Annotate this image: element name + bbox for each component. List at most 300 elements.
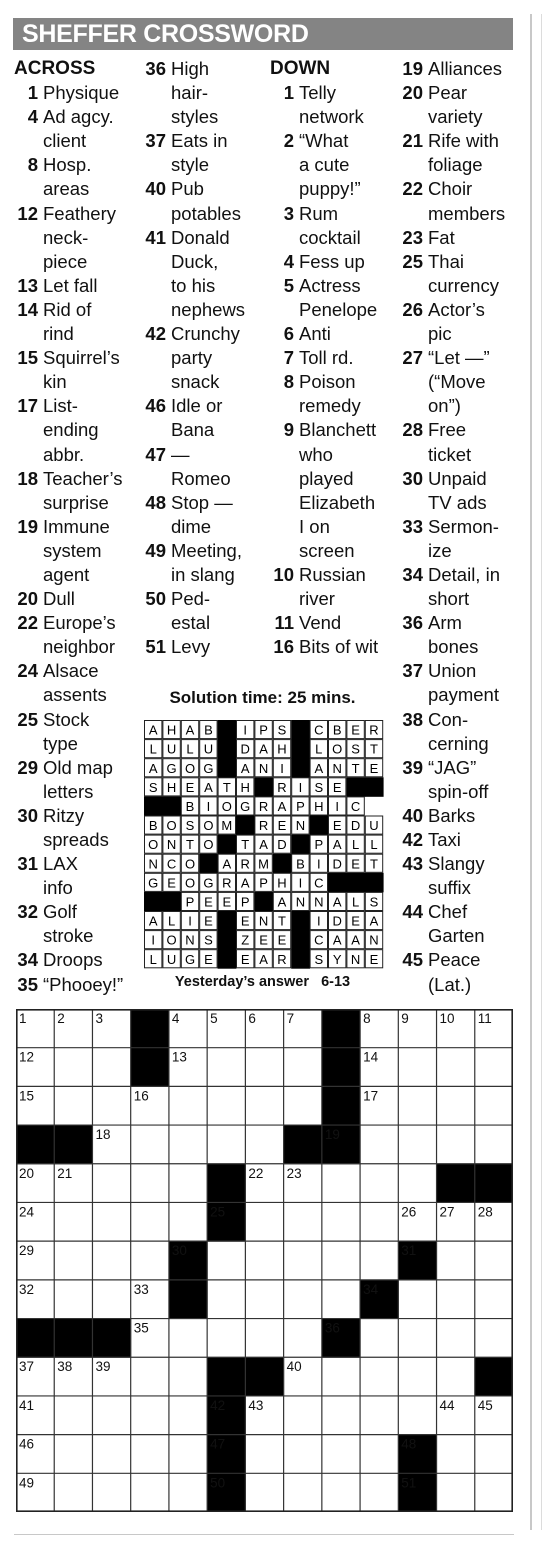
- across-clues-column-1: [14, 57, 132, 997]
- grid-block-cell: [16, 1319, 55, 1358]
- clue-number: 19: [402, 58, 423, 79]
- grid-answer-cell[interactable]: [169, 1202, 207, 1241]
- clue-item: [395, 226, 527, 250]
- clue-line: to his: [171, 274, 216, 296]
- clue-line: party: [171, 347, 213, 369]
- mini-answer-letter: I: [206, 798, 211, 814]
- clue-item: [395, 177, 527, 225]
- clue-item: [395, 756, 527, 804]
- clue-number: 20: [17, 588, 38, 610]
- grid-answer-cell[interactable]: [54, 1241, 92, 1280]
- grid-answer-cell[interactable]: [92, 1164, 130, 1203]
- grid-answer-cell[interactable]: [284, 1396, 322, 1435]
- mini-answer-letter: I: [298, 875, 303, 891]
- mini-answer-letter: R: [240, 856, 250, 872]
- grid-answer-cell[interactable]: [92, 1473, 130, 1512]
- grid-answer-cell[interactable]: [437, 1241, 475, 1280]
- clue-number: 50: [145, 588, 166, 610]
- grid-answer-cell[interactable]: [54, 1396, 92, 1435]
- clue-text: [299, 611, 392, 635]
- grid-block-cell: [322, 1048, 361, 1087]
- clue-number: 34: [402, 563, 423, 585]
- mini-answer-letter: G: [203, 760, 214, 776]
- grid-cell-number: 37: [19, 1359, 35, 1375]
- grid-answer-cell[interactable]: [169, 1473, 207, 1512]
- mini-answer-letter: N: [258, 760, 269, 776]
- clue-item: [142, 443, 262, 491]
- clue-text: [171, 177, 262, 225]
- grid-block-cell: [475, 1164, 513, 1203]
- clue-number: 21: [402, 130, 423, 152]
- mini-answer-letter: N: [166, 837, 177, 853]
- grid-answer-cell[interactable]: [360, 1202, 398, 1241]
- mini-answer-letter: P: [185, 894, 195, 910]
- grid-answer-cell[interactable]: [131, 1396, 169, 1435]
- grid-answer-cell[interactable]: [92, 1048, 130, 1087]
- clue-text: [43, 852, 132, 900]
- mini-answer-letter: D: [240, 741, 250, 757]
- clue-item: [395, 659, 527, 707]
- clue-line: a cute: [299, 154, 350, 176]
- mini-answer-letter: N: [148, 856, 158, 872]
- grid-answer-cell[interactable]: [398, 1396, 436, 1435]
- clue-line: Squirrel’s: [43, 347, 120, 369]
- grid-answer-cell[interactable]: [360, 1435, 398, 1474]
- grid-answer-cell[interactable]: [475, 1125, 513, 1164]
- grid-block-cell: [475, 1357, 513, 1396]
- mini-answer-letter: Y: [332, 951, 342, 967]
- mini-answer-letter: A: [222, 856, 232, 872]
- puzzle-title: SHEFFER CROSSWORD: [13, 18, 513, 50]
- clue-line: Levy: [171, 636, 211, 658]
- grid-block-cell: [92, 1319, 131, 1358]
- grid-answer-cell[interactable]: [475, 1241, 513, 1280]
- grid-answer-cell[interactable]: [92, 1396, 130, 1435]
- mini-answer-letter: G: [203, 875, 214, 891]
- clue-line: Detail, in: [428, 563, 500, 585]
- mini-answer-letter: A: [332, 837, 342, 853]
- grid-answer-cell[interactable]: [284, 1473, 322, 1512]
- mini-answer-letter: E: [369, 951, 379, 967]
- clue-line: Meeting,: [171, 539, 242, 561]
- grid-cell-number: 17: [363, 1088, 379, 1104]
- clue-item: [395, 298, 527, 346]
- grid-answer-cell[interactable]: [54, 1473, 92, 1512]
- clue-line: Telly: [299, 82, 337, 104]
- grid-answer-cell[interactable]: [169, 1164, 207, 1203]
- mini-answer-letter: R: [258, 798, 269, 814]
- mini-answer-letter: G: [166, 760, 177, 776]
- grid-answer-cell[interactable]: [360, 1396, 398, 1435]
- grid-answer-cell[interactable]: [322, 1164, 360, 1203]
- mini-answer-letter: B: [332, 722, 342, 738]
- clue-number: 33: [402, 515, 423, 537]
- grid-answer-cell[interactable]: [131, 1435, 169, 1474]
- mini-answer-letter: E: [222, 894, 232, 910]
- mini-answer-letter: R: [277, 951, 287, 967]
- grid-answer-cell[interactable]: [245, 1086, 283, 1125]
- clue-item: [395, 57, 527, 81]
- grid-answer-cell[interactable]: [245, 1241, 283, 1280]
- grid-answer-cell[interactable]: [207, 1048, 245, 1087]
- grid-answer-cell[interactable]: [437, 1357, 475, 1396]
- grid-cell-number: 18: [95, 1127, 111, 1143]
- mini-block-cell: [291, 911, 310, 931]
- clue-number: 4: [27, 106, 38, 128]
- mini-answer-letter: E: [185, 779, 195, 795]
- mini-answer-letter: L: [167, 913, 176, 929]
- grid-answer-cell[interactable]: [398, 1086, 436, 1125]
- grid-answer-cell[interactable]: [207, 1241, 245, 1280]
- mini-answer-letter: S: [204, 932, 213, 948]
- clue-line: surprise: [43, 491, 109, 513]
- mini-block-cell: [218, 835, 237, 855]
- clue-item: [270, 611, 392, 635]
- mini-block-cell: [218, 911, 237, 931]
- grid-answer-cell[interactable]: [475, 1319, 513, 1358]
- grid-answer-cell[interactable]: [284, 1086, 322, 1125]
- clue-text: [299, 370, 392, 418]
- mini-block-cell: [291, 930, 310, 950]
- grid-answer-cell[interactable]: [398, 1357, 436, 1396]
- clue-item: [14, 708, 132, 756]
- mini-block-cell: [291, 758, 310, 778]
- clue-line: system: [43, 539, 102, 561]
- grid-cell-number: 34: [363, 1281, 379, 1297]
- clue-number: 10: [273, 563, 294, 585]
- mini-answer-letter: C: [314, 722, 324, 738]
- clue-text: [299, 250, 392, 274]
- mini-answer-letter: S: [351, 741, 360, 757]
- mini-answer-letter: E: [351, 722, 360, 738]
- mini-answer-letter: A: [351, 932, 360, 948]
- clue-text: [171, 443, 262, 491]
- grid-answer-cell[interactable]: [131, 1202, 169, 1241]
- grid-answer-cell[interactable]: [131, 1357, 169, 1396]
- clue-line: Stop —: [171, 491, 233, 513]
- clue-line: payment: [428, 684, 499, 706]
- clue-item: [395, 828, 527, 852]
- grid-cell-number: 28: [477, 1204, 493, 1220]
- grid-answer-cell[interactable]: [360, 1241, 398, 1280]
- grid-answer-cell[interactable]: [360, 1357, 398, 1396]
- clue-number: 1: [283, 82, 294, 104]
- mini-answer-letter: C: [314, 875, 324, 891]
- mini-answer-letter: E: [351, 856, 360, 872]
- clue-number: 24: [17, 660, 38, 682]
- clue-text: [43, 659, 132, 707]
- mini-answer-letter: O: [184, 875, 196, 891]
- grid-answer-cell[interactable]: [169, 1396, 207, 1435]
- clue-line: stroke: [43, 925, 94, 947]
- clue-item: [14, 394, 132, 466]
- mini-block-cell: [365, 873, 384, 893]
- grid-answer-cell[interactable]: [398, 1048, 436, 1087]
- clue-line: Arm: [428, 612, 462, 634]
- grid-answer-cell[interactable]: [360, 1473, 398, 1512]
- clue-line: agent: [43, 563, 90, 585]
- grid-block-cell: [54, 1125, 93, 1164]
- clue-line: Duck,: [171, 250, 219, 272]
- mini-block-cell: [218, 758, 237, 778]
- grid-answer-cell[interactable]: [54, 1086, 92, 1125]
- grid-answer-cell[interactable]: [322, 1357, 360, 1396]
- grid-answer-cell[interactable]: [437, 1048, 475, 1087]
- grid-answer-cell[interactable]: [360, 1125, 398, 1164]
- mini-answer-letter: N: [369, 932, 379, 948]
- grid-answer-cell[interactable]: [284, 1435, 322, 1474]
- grid-answer-cell[interactable]: [54, 1048, 92, 1087]
- clue-number: 45: [402, 949, 423, 971]
- mini-answer-letter: E: [351, 913, 360, 929]
- clue-item: [395, 852, 527, 900]
- clue-line: short: [428, 588, 470, 610]
- mini-block-cell: [218, 949, 237, 969]
- grid-answer-cell[interactable]: [398, 1319, 436, 1358]
- grid-answer-cell[interactable]: [475, 1473, 513, 1512]
- grid-cell-number: 9: [401, 1011, 409, 1026]
- mini-answer-letter: T: [278, 913, 286, 929]
- clue-line: Let fall: [43, 274, 98, 296]
- grid-answer-cell[interactable]: [475, 1280, 513, 1319]
- clue-text: [43, 973, 132, 997]
- grid-answer-cell[interactable]: [169, 1125, 207, 1164]
- mini-answer-letter: O: [166, 932, 177, 948]
- clue-number: 14: [17, 298, 38, 320]
- clue-text: [428, 515, 527, 563]
- clue-line: (Lat.): [428, 973, 472, 995]
- grid-answer-cell[interactable]: [207, 1125, 245, 1164]
- grid-answer-cell[interactable]: [398, 1280, 436, 1319]
- clue-line: Anti: [299, 323, 331, 345]
- clue-number: 22: [17, 612, 38, 634]
- clue-item: [14, 611, 132, 659]
- clue-line: Actress: [299, 274, 361, 296]
- mini-block-cell: [218, 739, 237, 759]
- grid-cell-number: 11: [477, 1011, 492, 1026]
- clue-text: [299, 202, 392, 250]
- grid-answer-cell[interactable]: [245, 1435, 283, 1474]
- grid-cell-number: 51: [401, 1475, 417, 1491]
- grid-answer-cell[interactable]: [475, 1435, 513, 1474]
- mini-block-cell: [346, 777, 365, 797]
- clue-line: Pub: [171, 178, 204, 200]
- grid-answer-cell[interactable]: [284, 1048, 322, 1087]
- grid-answer-cell[interactable]: [131, 1164, 169, 1203]
- clue-text: [299, 81, 392, 129]
- clue-text: [171, 322, 262, 394]
- grid-answer-cell[interactable]: [360, 1319, 398, 1358]
- grid-answer-cell[interactable]: [245, 1473, 283, 1512]
- grid-answer-cell[interactable]: [92, 1086, 130, 1125]
- grid-answer-cell[interactable]: [322, 1396, 360, 1435]
- clue-line: Toll rd.: [299, 347, 354, 369]
- grid-answer-cell[interactable]: [169, 1319, 207, 1358]
- grid-answer-cell[interactable]: [245, 1048, 283, 1087]
- clue-number: 1: [27, 82, 38, 104]
- grid-answer-cell[interactable]: [54, 1435, 92, 1474]
- clue-number: 47: [145, 443, 166, 465]
- clue-line: I on: [299, 515, 330, 537]
- grid-answer-cell[interactable]: [322, 1435, 360, 1474]
- grid-answer-cell[interactable]: [131, 1473, 169, 1512]
- grid-answer-cell[interactable]: [54, 1202, 92, 1241]
- grid-answer-cell[interactable]: [92, 1202, 130, 1241]
- clue-number: 39: [402, 756, 423, 778]
- grid-answer-cell[interactable]: [437, 1473, 475, 1512]
- clue-text: [43, 202, 132, 274]
- grid-answer-cell[interactable]: [245, 1125, 283, 1164]
- clue-line: in slang: [171, 563, 235, 585]
- yesterdays-answer-caption: [130, 974, 395, 990]
- clue-item: [395, 563, 527, 611]
- grid-cell-number: 19: [324, 1127, 340, 1143]
- mini-block-cell: [291, 949, 310, 969]
- grid-cell-number: 50: [210, 1475, 226, 1491]
- clue-number: 46: [145, 395, 166, 417]
- grid-cell-number: 22: [248, 1165, 264, 1181]
- clue-number: 13: [17, 274, 38, 296]
- grid-answer-cell[interactable]: [437, 1435, 475, 1474]
- mini-answer-letter: A: [259, 741, 268, 757]
- clue-text: [43, 394, 132, 466]
- mini-answer-letter: G: [184, 951, 196, 967]
- clue-item: [142, 57, 262, 129]
- grid-answer-cell[interactable]: [437, 1125, 475, 1164]
- grid-cell-number: 7: [286, 1011, 295, 1026]
- grid-cell-number: 35: [133, 1320, 149, 1336]
- clue-item: [14, 659, 132, 707]
- clue-item: [395, 129, 527, 177]
- clue-line: Thai: [428, 250, 464, 272]
- clue-line: Ritzy: [43, 804, 85, 826]
- clue-line: piece: [43, 250, 88, 272]
- grid-answer-cell[interactable]: [284, 1280, 322, 1319]
- grid-answer-cell[interactable]: [131, 1241, 169, 1280]
- clue-line: Unpaid: [428, 467, 487, 489]
- clue-number: 5: [283, 274, 294, 296]
- grid-cell-number: 21: [57, 1165, 73, 1181]
- clue-line: Actor’s: [428, 298, 485, 320]
- mini-block-cell: [254, 892, 273, 912]
- grid-answer-cell[interactable]: [322, 1202, 360, 1241]
- grid-answer-cell[interactable]: [169, 1086, 207, 1125]
- grid-answer-cell[interactable]: [207, 1086, 245, 1125]
- grid-answer-cell[interactable]: [207, 1319, 245, 1358]
- mini-answer-letter: P: [259, 722, 268, 738]
- grid-answer-cell[interactable]: [398, 1125, 436, 1164]
- grid-answer-cell[interactable]: [92, 1280, 130, 1319]
- mini-answer-letter: O: [184, 760, 196, 776]
- grid-block-cell: [322, 1086, 361, 1125]
- column-rule: [541, 14, 542, 1530]
- grid-answer-cell[interactable]: [284, 1319, 322, 1358]
- clue-line: Poison: [299, 371, 356, 393]
- grid-answer-cell[interactable]: [322, 1280, 360, 1319]
- grid-answer-cell[interactable]: [437, 1086, 475, 1125]
- grid-answer-cell[interactable]: [360, 1164, 398, 1203]
- grid-answer-cell[interactable]: [245, 1202, 283, 1241]
- mini-answer-letter: I: [335, 798, 340, 814]
- clue-line: neck-: [43, 226, 89, 248]
- mini-answer-letter: P: [259, 875, 268, 891]
- clue-line: Physique: [43, 82, 120, 104]
- grid-answer-cell[interactable]: [398, 1164, 436, 1203]
- grid-answer-cell[interactable]: [92, 1241, 130, 1280]
- clue-number: 41: [145, 226, 166, 248]
- mini-answer-letter: N: [295, 818, 306, 834]
- clue-line: rind: [43, 323, 74, 345]
- grid-answer-cell[interactable]: [475, 1048, 513, 1087]
- grid-answer-cell[interactable]: [245, 1280, 283, 1319]
- mini-answer-letter: N: [350, 951, 361, 967]
- clue-line: Crunchy: [171, 323, 240, 345]
- mini-answer-letter: L: [149, 741, 157, 757]
- clue-line: Russian: [299, 563, 366, 585]
- grid-answer-cell[interactable]: [284, 1202, 322, 1241]
- grid-cell-number: 1: [19, 1011, 27, 1026]
- clue-line: —: [171, 443, 190, 465]
- clue-number: 51: [145, 636, 166, 658]
- grid-answer-cell[interactable]: [169, 1357, 207, 1396]
- mini-answer-letter: T: [370, 741, 378, 757]
- mini-answer-letter: A: [204, 779, 213, 795]
- clue-line: Elizabeth: [299, 491, 376, 513]
- grid-answer-cell[interactable]: [207, 1280, 245, 1319]
- clue-line: Barks: [428, 804, 476, 826]
- clue-item: [142, 491, 262, 539]
- grid-answer-cell[interactable]: [169, 1435, 207, 1474]
- grid-answer-cell[interactable]: [437, 1280, 475, 1319]
- clue-number: 29: [17, 756, 38, 778]
- mini-answer-letter: O: [166, 818, 177, 834]
- grid-cell-number: 30: [171, 1243, 187, 1259]
- grid-cell-number: 20: [19, 1165, 35, 1181]
- clue-line: Alliances: [428, 58, 503, 79]
- mini-answer-letter: H: [277, 741, 287, 757]
- clue-item: [395, 467, 527, 515]
- mini-answer-letter: I: [316, 856, 321, 872]
- mini-answer-letter: P: [296, 798, 305, 814]
- grid-answer-cell[interactable]: [322, 1473, 360, 1512]
- grid-cell-number: 2: [57, 1011, 65, 1026]
- grid-answer-cell[interactable]: [92, 1435, 130, 1474]
- clue-text: [43, 756, 132, 804]
- grid-answer-cell[interactable]: [284, 1241, 322, 1280]
- grid-block-cell: [207, 1164, 246, 1203]
- mini-answer-letter: L: [370, 837, 378, 853]
- grid-answer-cell[interactable]: [131, 1125, 169, 1164]
- grid-answer-cell[interactable]: [322, 1241, 360, 1280]
- clue-text: [428, 852, 527, 900]
- mini-answer-letter: H: [314, 798, 324, 814]
- clue-text: [428, 708, 527, 756]
- clue-line: played: [299, 467, 354, 489]
- clue-text: [428, 467, 527, 515]
- grid-answer-cell[interactable]: [437, 1319, 475, 1358]
- clue-line: style: [171, 154, 210, 176]
- grid-answer-cell[interactable]: [54, 1280, 92, 1319]
- grid-answer-cell[interactable]: [245, 1319, 283, 1358]
- grid-block-cell: [245, 1357, 284, 1396]
- clue-line: Hosp.: [43, 154, 92, 176]
- grid-cell-number: 33: [133, 1281, 149, 1297]
- grid-answer-cell[interactable]: [475, 1086, 513, 1125]
- clue-text: [428, 611, 527, 659]
- mini-answer-letter: E: [369, 760, 379, 776]
- clue-item: [142, 394, 262, 442]
- clue-number: 32: [17, 901, 38, 923]
